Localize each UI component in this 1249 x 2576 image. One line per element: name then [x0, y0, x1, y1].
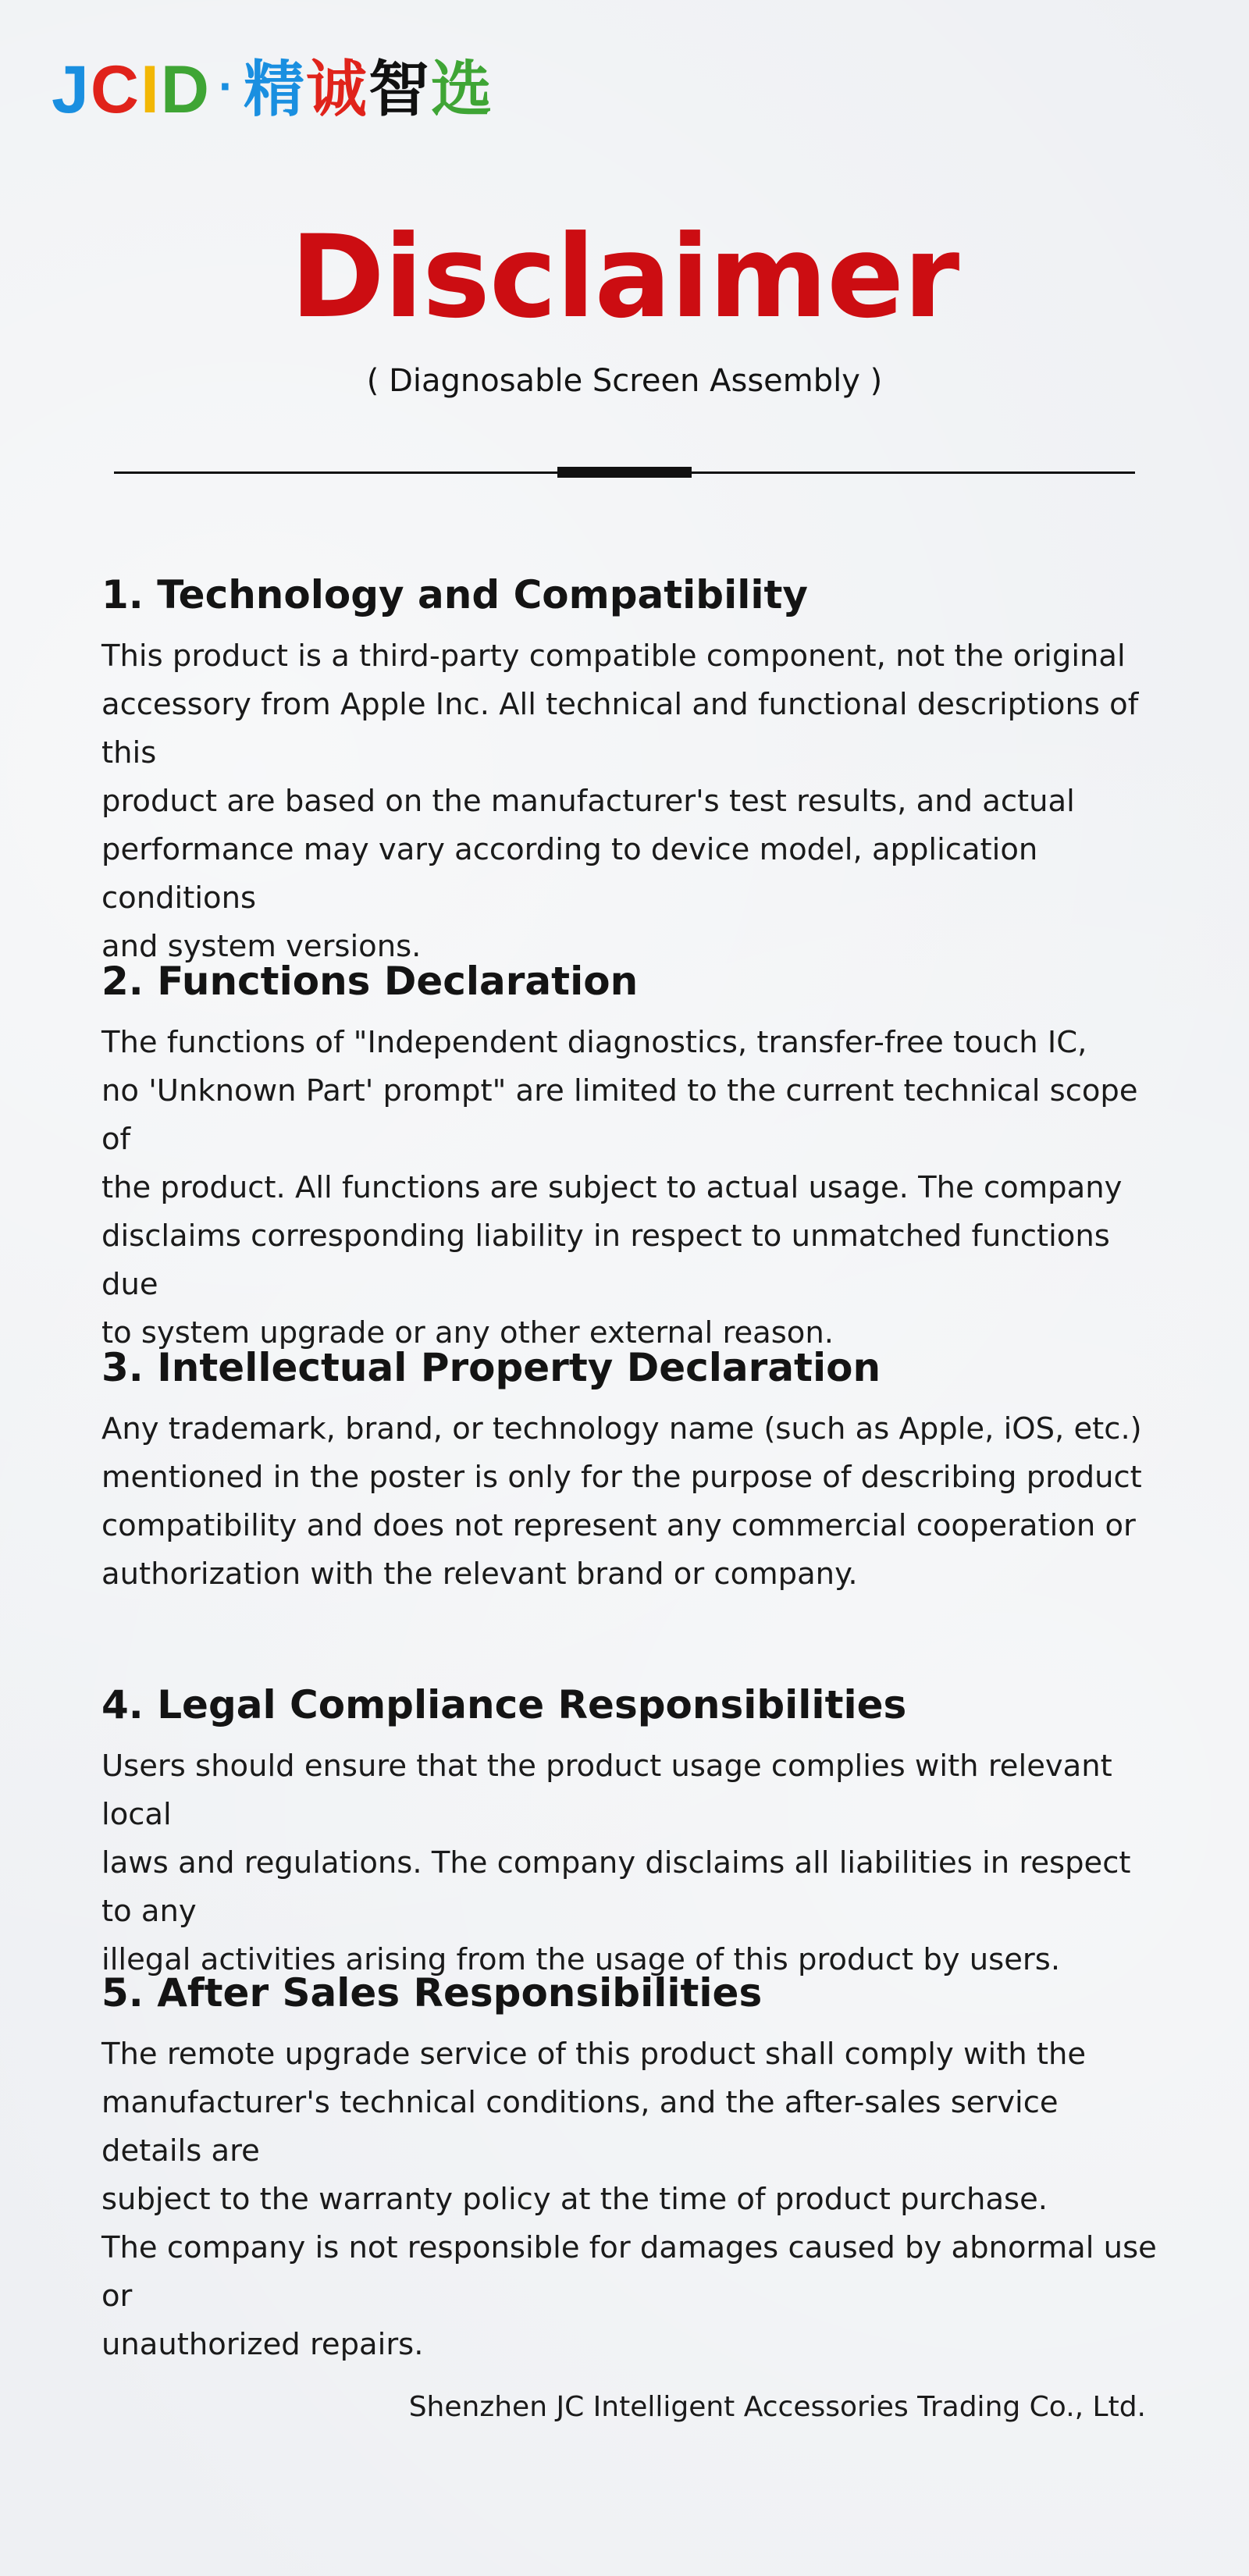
company-name: Shenzhen JC Intelligent Accessories Trading Co., Ltd.	[408, 2391, 1146, 2423]
logo-letter-j: J	[52, 52, 91, 127]
section-after-sales	[101, 1969, 1163, 2369]
logo-cn-4: 选	[431, 55, 494, 125]
section-intellectual-property	[101, 1344, 1163, 1599]
logo-cn-1: 精	[243, 55, 306, 125]
section-body: This product is a third-party compatible component, not the original accessory from Apple Inc. All technical and functional descriptions of this product are based on the manufacturer's test results, and actual performance may vary according to device model, application conditions and system versions.	[101, 639, 1139, 964]
section-body: The functions of "Independent diagnostics, transfer-free touch IC, no 'Unknown Part' prompt" are limited to the current technical scope of the product. All functions are subject to actual usage. The company disclaims corresponding liability in respect to unmatched functions due to system upgrade or any other external reason.	[101, 1025, 1138, 1350]
logo-letter-i: I	[140, 52, 161, 127]
section-heading: 5. After Sales Responsibilities	[101, 1970, 763, 2016]
page-title: Disclaimer	[290, 211, 959, 343]
section-heading: 2. Functions Declaration	[101, 959, 639, 1004]
logo-cn-2: 诚	[305, 55, 368, 125]
logo-letter-c: C	[90, 52, 141, 127]
logo-cn-3: 智	[368, 55, 431, 125]
section-body: Users should ensure that the product usage complies with relevant local laws and regulations. The company disclaims all liabilities in respect to any illegal activities arising from the usage of this product by users.	[101, 1749, 1131, 1977]
section-heading: 3. Intellectual Property Declaration	[101, 1345, 881, 1390]
divider-accent	[557, 467, 692, 478]
section-body: Any trademark, brand, or technology name (such as Apple, iOS, etc.) mentioned in the poster is only for the purpose of describing product compatibility and does not represent any commercial cooperation or authorization with the relevant brand or company.	[101, 1411, 1142, 1592]
section-heading: 1. Technology and Compatibility	[101, 572, 808, 617]
jcid-logo	[52, 52, 494, 127]
section-technology-compatibility	[101, 571, 1163, 971]
section-body: The remote upgrade service of this product shall comply with the manufacturer's technical conditions, and the after-sales service details are subject to the warranty policy at the time of product purchase. The company is not responsible for damages caused by abnormal use or unauthorized repairs.	[101, 2037, 1157, 2362]
section-legal-compliance	[101, 1681, 1163, 1984]
page-subtitle: ( Diagnosable Screen Assembly )	[366, 363, 883, 399]
logo-dot: ·	[218, 60, 236, 112]
section-heading: 4. Legal Compliance Responsibilities	[101, 1682, 907, 1727]
logo-letter-d: D	[160, 52, 211, 127]
section-functions-declaration	[101, 958, 1163, 1357]
